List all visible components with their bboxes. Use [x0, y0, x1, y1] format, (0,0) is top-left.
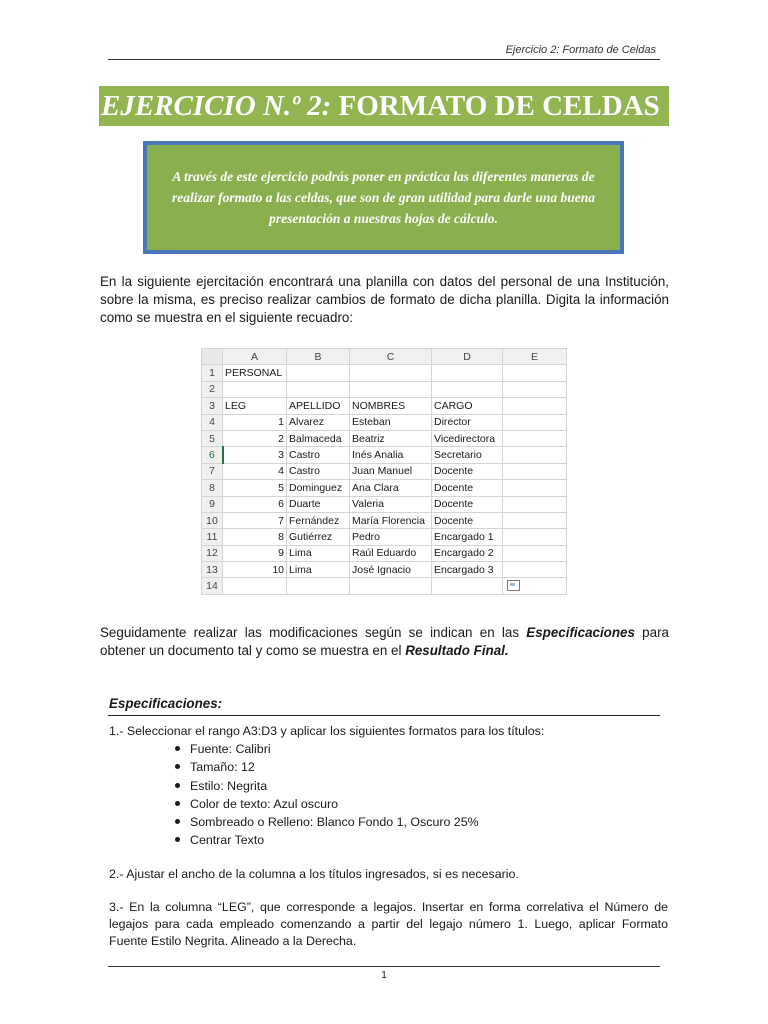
sheet-cell-e[interactable] [503, 578, 567, 594]
sheet-cell-a[interactable]: LEG [223, 398, 287, 414]
header-rule [108, 59, 660, 60]
sheet-cell-a[interactable]: 10 [223, 562, 287, 578]
row-number[interactable]: 12 [202, 545, 223, 561]
specifications-emphasis: Especificaciones [526, 625, 635, 640]
sheet-cell-e[interactable] [503, 496, 567, 512]
sheet-cell-a[interactable]: 8 [223, 529, 287, 545]
sheet-cell-d[interactable] [432, 578, 503, 594]
sheet-cell-c[interactable]: Valeria [350, 496, 432, 512]
modifications-text-1: Seguidamente realizar las modificaciones según se indican en las [100, 625, 527, 640]
row-number[interactable]: 6 [202, 447, 223, 463]
sheet-row [202, 398, 567, 414]
column-header[interactable]: C [350, 349, 432, 365]
sheet-cell-c[interactable] [350, 381, 432, 397]
sheet-cell-c[interactable]: Raúl Eduardo [350, 545, 432, 561]
sheet-cell-a[interactable]: 3 [223, 447, 287, 463]
sheet-cell-e[interactable] [503, 463, 567, 479]
sheet-row [202, 430, 567, 446]
row-number[interactable]: 1 [202, 365, 223, 381]
row-number[interactable]: 9 [202, 496, 223, 512]
sheet-cell-d[interactable]: Docente [432, 480, 503, 496]
sheet-row [202, 447, 567, 463]
column-header-row [202, 349, 567, 365]
sheet-row [202, 414, 567, 430]
sheet-row [202, 463, 567, 479]
column-header[interactable]: A [223, 349, 287, 365]
sheet-row [202, 529, 567, 545]
sheet-cell-e[interactable] [503, 480, 567, 496]
sheet-row [202, 512, 567, 528]
sheet-cell-e[interactable] [503, 447, 567, 463]
sheet-row [202, 496, 567, 512]
bullet-dot-icon [175, 819, 180, 824]
sheet-cell-e[interactable] [503, 398, 567, 414]
sheet-cell-e[interactable] [503, 365, 567, 381]
sheet-cell-c[interactable]: Juan Manuel [350, 463, 432, 479]
row-number[interactable]: 11 [202, 529, 223, 545]
sheet-row [202, 365, 567, 381]
paste-options-icon[interactable] [507, 580, 520, 591]
sheet-cell-c[interactable]: Pedro [350, 529, 432, 545]
sheet-cell-b[interactable]: Dominguez [287, 480, 350, 496]
spreadsheet-table [201, 348, 567, 595]
sheet-cell-d[interactable]: Encargado 2 [432, 545, 503, 561]
bullet-dot-icon [175, 801, 180, 806]
spec-item-2: 2.- Ajustar el ancho de la columna a los títulos ingresados, si es necesario. [109, 867, 519, 881]
instruction-paragraph: En la siguiente ejercitación encontrará una planilla con datos del personal de una Institución, sobre la misma, es preciso realizar cambios de formato de dicha planilla. Digita la información como se muestra en el siguiente recuadro: [100, 274, 669, 325]
row-number[interactable]: 3 [202, 398, 223, 414]
sheet-cell-c[interactable]: José Ignacio [350, 562, 432, 578]
page-number: 1 [381, 970, 387, 981]
sheet-cell-c[interactable] [350, 365, 432, 381]
sheet-cell-d[interactable]: Secretario [432, 447, 503, 463]
sheet-cell-d[interactable]: CARGO [432, 398, 503, 414]
bullet-dot-icon [175, 764, 180, 769]
column-header[interactable]: E [503, 349, 567, 365]
sheet-cell-c[interactable]: Esteban [350, 414, 432, 430]
bullet-dot-icon [175, 837, 180, 842]
sheet-row [202, 480, 567, 496]
row-number[interactable]: 2 [202, 381, 223, 397]
sheet-cell-a[interactable]: 1 [223, 414, 287, 430]
bullet-item: Centrar Texto [175, 831, 479, 849]
row-number[interactable]: 10 [202, 512, 223, 528]
sheet-cell-a[interactable]: 2 [223, 430, 287, 446]
intro-box [143, 141, 624, 254]
format-bullet-list [175, 740, 479, 850]
sheet-row [202, 562, 567, 578]
title-banner [99, 86, 669, 126]
bullet-item: Estilo: Negrita [175, 777, 479, 795]
sheet-cell-b[interactable] [287, 381, 350, 397]
sheet-cell-b[interactable]: APELLIDO [287, 398, 350, 414]
sheet-cell-a[interactable] [223, 578, 287, 594]
sheet-cell-e[interactable] [503, 381, 567, 397]
row-number[interactable]: 8 [202, 480, 223, 496]
sheet-cell-d[interactable]: Docente [432, 463, 503, 479]
footer-rule [108, 966, 660, 967]
sheet-cell-d[interactable] [432, 365, 503, 381]
sheet-cell-d[interactable]: Encargado 1 [432, 529, 503, 545]
sheet-cell-c[interactable]: NOMBRES [350, 398, 432, 414]
sheet-cell-c[interactable]: Ana Clara [350, 480, 432, 496]
sheet-row [202, 381, 567, 397]
specifications-rule [108, 715, 660, 716]
sheet-cell-d[interactable] [432, 381, 503, 397]
sheet-cell-e[interactable] [503, 430, 567, 446]
sheet-cell-e[interactable] [503, 562, 567, 578]
sheet-cell-a[interactable]: 5 [223, 480, 287, 496]
sheet-cell-e[interactable] [503, 545, 567, 561]
sheet-cell-c[interactable]: María Florencia [350, 512, 432, 528]
sheet-cell-b[interactable]: Castro [287, 447, 350, 463]
row-number[interactable]: 13 [202, 562, 223, 578]
select-all-corner[interactable] [202, 349, 223, 365]
sheet-cell-c[interactable]: Inés Analia [350, 447, 432, 463]
column-header[interactable]: D [432, 349, 503, 365]
intro-text: A través de este ejercicio podrás poner en práctica las diferentes maneras de realizar formato a las celdas, que son de gran utilidad para darle una buena presentación a nuestras hojas de cálculo. [171, 169, 596, 226]
sheet-cell-a[interactable]: 6 [223, 496, 287, 512]
sheet-cell-e[interactable] [503, 512, 567, 528]
sheet-cell-b[interactable]: Fernández [287, 512, 350, 528]
sheet-cell-d[interactable]: Encargado 3 [432, 562, 503, 578]
sheet-row [202, 545, 567, 561]
spec-item-1: 1.- Seleccionar el rango A3:D3 y aplicar los siguientes formatos para los títulos: [109, 724, 545, 738]
sheet-cell-c[interactable] [350, 578, 432, 594]
sheet-cell-b[interactable] [287, 365, 350, 381]
specifications-heading: Especificaciones: [109, 696, 223, 711]
sheet-cell-a[interactable]: PERSONAL [223, 365, 287, 381]
bullet-item: Color de texto: Azul oscuro [175, 795, 479, 813]
bullet-item: Sombreado o Relleno: Blanco Fondo 1, Oscuro 25% [175, 813, 479, 831]
bullet-dot-icon [175, 783, 180, 788]
modifications-paragraph [100, 624, 669, 660]
sheet-cell-b[interactable]: Lima [287, 562, 350, 578]
sheet-cell-b[interactable]: Castro [287, 463, 350, 479]
bullet-item: Fuente: Calibri [175, 740, 479, 758]
sheet-cell-b[interactable]: Duarte [287, 496, 350, 512]
title-prefix: EJERCICIO N.º 2: [101, 90, 332, 122]
sheet-cell-b[interactable]: Balmaceda [287, 430, 350, 446]
sheet-cell-c[interactable]: Beatriz [350, 430, 432, 446]
sheet-cell-b[interactable]: Alvarez [287, 414, 350, 430]
sheet-cell-a[interactable] [223, 381, 287, 397]
sheet-cell-b[interactable]: Lima [287, 545, 350, 561]
bullet-item: Tamaño: 12 [175, 758, 479, 776]
row-number[interactable]: 4 [202, 414, 223, 430]
sheet-row [202, 578, 567, 594]
sheet-cell-e[interactable] [503, 414, 567, 430]
sheet-cell-d[interactable]: Docente [432, 496, 503, 512]
title-main: FORMATO DE CELDAS [338, 90, 660, 122]
final-result-emphasis: Resultado Final. [405, 643, 509, 658]
sheet-cell-a[interactable]: 7 [223, 512, 287, 528]
column-header[interactable]: B [287, 349, 350, 365]
row-number[interactable]: 7 [202, 463, 223, 479]
sheet-cell-d[interactable]: Director [432, 414, 503, 430]
sheet-cell-d[interactable]: Vicedirectora [432, 430, 503, 446]
sheet-cell-b[interactable]: Gutiérrez [287, 529, 350, 545]
row-number[interactable]: 14 [202, 578, 223, 594]
sheet-cell-a[interactable]: 9 [223, 545, 287, 561]
bullet-dot-icon [175, 746, 180, 751]
modifications-text-2: para obtener un documento tal y como se muestra en el [100, 625, 669, 658]
row-number[interactable]: 5 [202, 430, 223, 446]
sheet-cell-b[interactable] [287, 578, 350, 594]
running-header: Ejercicio 2: Formato de Celdas [505, 44, 656, 56]
sheet-cell-a[interactable]: 4 [223, 463, 287, 479]
spec-item-3: 3.- En la columna “LEG”, que corresponde a legajos. Insertar en forma correlativa el Número de legajos para cada empleado comenzando a partir del legajo número 1. Luego, aplicar Formato Fuente Estilo Negrita. Alineado a la Derecha. [109, 900, 668, 948]
sheet-cell-d[interactable]: Docente [432, 512, 503, 528]
sheet-cell-e[interactable] [503, 529, 567, 545]
